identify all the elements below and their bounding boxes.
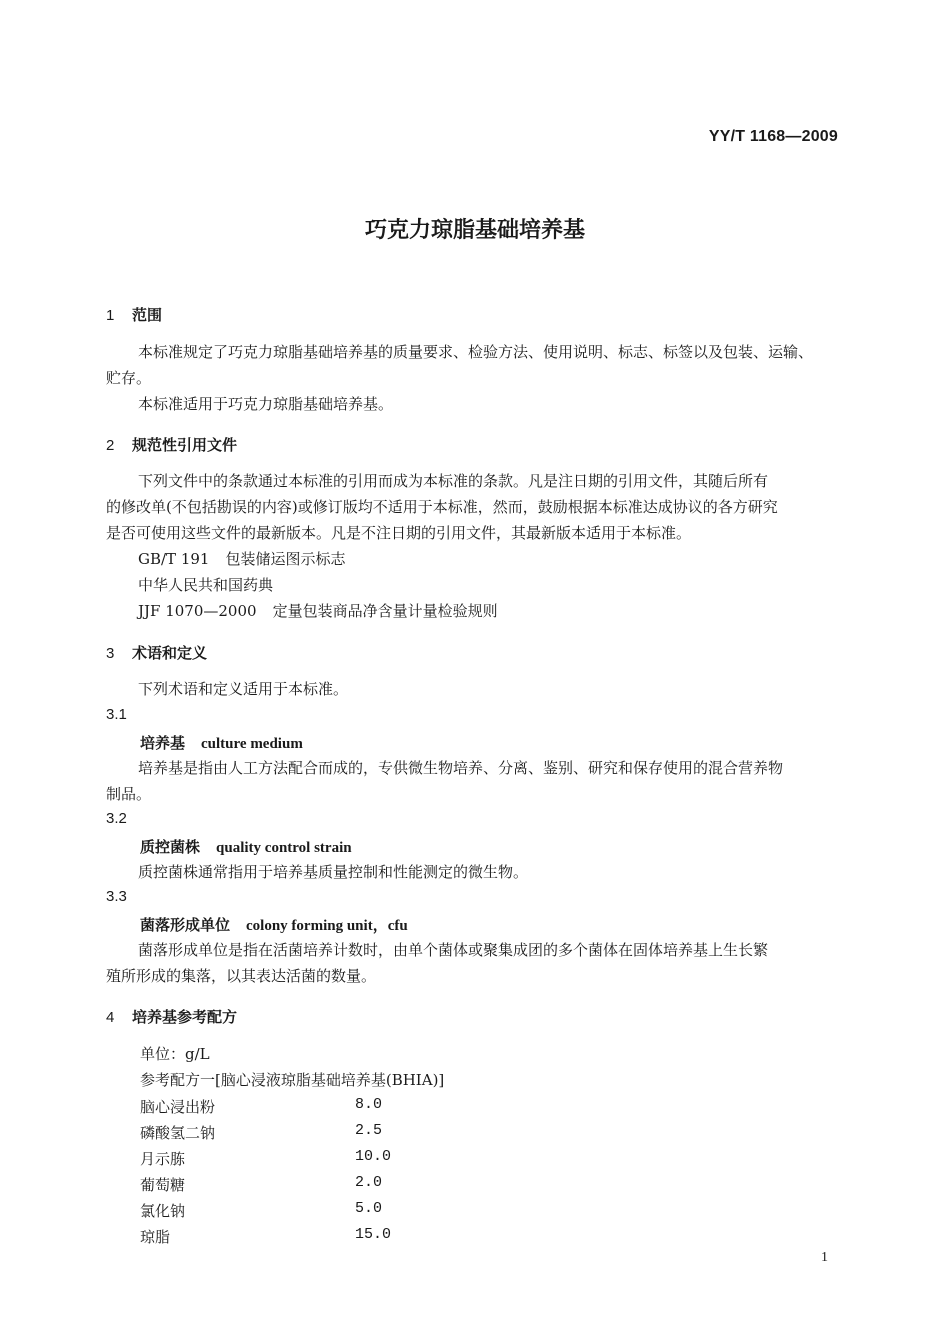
section-3-intro: 下列术语和定义适用于本标准。 xyxy=(138,680,349,698)
ingredient-name: 磷酸氢二钠 xyxy=(140,1124,216,1142)
reference-item xyxy=(138,598,498,624)
section-title: 术语和定义 xyxy=(132,644,208,662)
standard-code: YY/T 1168—2009 xyxy=(708,128,838,145)
ingredient-value: 10.0 xyxy=(355,1148,392,1165)
section-number: 2 xyxy=(106,437,115,454)
reference-code: JJF 1070—2000 xyxy=(138,602,257,620)
term-heading xyxy=(140,836,352,857)
reference-code: GB/T 191 xyxy=(138,550,210,568)
section-2-paragraph-line-1: 下列文件中的条款通过本标准的引用而成为本标准的条款。凡是注日期的引用文件，其随后所有 xyxy=(138,472,769,490)
reference-item xyxy=(138,546,345,572)
section-4-heading xyxy=(106,1006,237,1027)
term-zh: 培养基 xyxy=(140,734,186,752)
ingredient-value: 15.0 xyxy=(355,1226,392,1243)
term-number: 3.3 xyxy=(106,888,127,905)
section-number: 3 xyxy=(106,645,115,662)
reference-item xyxy=(138,572,273,598)
section-1-paragraph-1-line-2: 贮存。 xyxy=(106,369,152,387)
ingredient-value: 2.5 xyxy=(355,1122,383,1139)
ingredient-value: 2.0 xyxy=(355,1174,383,1191)
term-definition-line-2: 殖所形成的集落，以其表达活菌的数量。 xyxy=(106,967,377,985)
section-1-paragraph-2: 本标准适用于巧克力琼脂基础培养基。 xyxy=(138,395,394,413)
section-3-heading xyxy=(106,642,207,663)
ingredient-name: 月示胨 xyxy=(140,1150,186,1168)
term-definition-line-1: 质控菌株通常指用于培养基质量控制和性能测定的微生物。 xyxy=(138,863,529,881)
term-number: 3.2 xyxy=(106,810,127,827)
section-2-paragraph-line-2: 的修改单(不包括勘误的内容)或修订版均不适用于本标准，然而，鼓励根据本标准达成协议的各方研究 xyxy=(106,498,778,516)
term-heading xyxy=(140,914,408,935)
unit-label: 单位：g/L xyxy=(140,1045,210,1063)
section-1-paragraph-1-line-1: 本标准规定了巧克力琼脂基础培养基的质量要求、检验方法、使用说明、标志、标签以及包装、运输、 xyxy=(138,343,814,361)
term-zh: 质控菌株 xyxy=(140,838,201,856)
section-1-heading xyxy=(106,304,162,325)
term-en: quality control strain xyxy=(216,840,352,856)
term-zh: 菌落形成单位 xyxy=(140,916,231,934)
reference-title: 中华人民共和国药典 xyxy=(138,576,274,594)
section-title: 培养基参考配方 xyxy=(132,1008,238,1026)
section-title: 范围 xyxy=(132,306,163,324)
page-number: 1 xyxy=(821,1250,828,1265)
term-heading xyxy=(140,732,303,753)
ingredient-name: 葡萄糖 xyxy=(140,1176,186,1194)
section-number: 1 xyxy=(106,307,115,324)
section-2-heading xyxy=(106,434,237,455)
ingredient-name: 脑心浸出粉 xyxy=(140,1098,216,1116)
term-number: 3.1 xyxy=(106,706,127,723)
formula-title: 参考配方一[脑心浸液琼脂基础培养基(BHIA)] xyxy=(140,1071,445,1089)
section-title: 规范性引用文件 xyxy=(132,436,238,454)
reference-title: 定量包装商品净含量计量检验规则 xyxy=(272,602,498,620)
reference-title: 包装储运图示标志 xyxy=(225,550,346,568)
ingredient-value: 8.0 xyxy=(355,1096,383,1113)
term-en: colony forming unit，cfu xyxy=(246,918,408,934)
ingredient-name: 琼脂 xyxy=(140,1228,171,1246)
term-definition-line-1: 菌落形成单位是指在活菌培养计数时，由单个菌体或聚集成团的多个菌体在固体培养基上生长繁 xyxy=(138,941,769,959)
term-definition-line-2: 制品。 xyxy=(106,785,152,803)
ingredient-value: 5.0 xyxy=(355,1200,383,1217)
document-title: 巧克力琼脂基础培养基 xyxy=(364,218,585,243)
section-2-paragraph-line-3: 是否可使用这些文件的最新版本。凡是不注日期的引用文件，其最新版本适用于本标准。 xyxy=(106,524,692,542)
term-en: culture medium xyxy=(201,736,303,752)
term-definition-line-1: 培养基是指由人工方法配合而成的，专供微生物培养、分离、鉴别、研究和保存使用的混合营养物 xyxy=(138,759,784,777)
section-number: 4 xyxy=(106,1009,115,1026)
ingredient-name: 氯化钠 xyxy=(140,1202,186,1220)
